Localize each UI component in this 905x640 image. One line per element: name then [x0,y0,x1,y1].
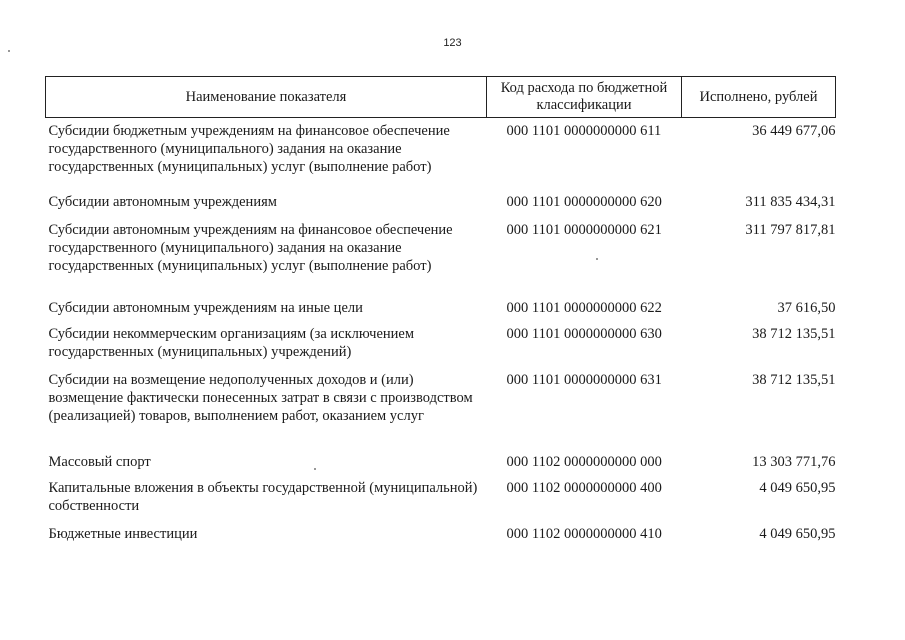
table-body [46,118,836,550]
row-amount: 38 712 135,51 [752,372,836,388]
header-amount: Исполнено, рублей [682,77,836,118]
budget-execution-table [45,76,836,549]
row-name: Субсидии бюджетным учреждениям на финансовое обеспечение государственного (муниципального) задания на оказание государственных (муниципальных) услуг (выполнение работ) [48,123,450,175]
table-row [46,477,836,519]
row-amount: 4 049 650,95 [759,480,836,496]
row-amount: 37 616,50 [777,300,836,316]
row-name: Субсидии на возмещение недополученных доходов и (или) возмещение фактически понесенных затрат в связи с производством (реализацией) товаров, выполнением работ, оказанием услуг [48,372,473,424]
row-amount: 311 797 817,81 [745,222,836,238]
row-code: 000 1101 0000000000 620 [506,194,662,210]
row-name: Массовый спорт [48,454,151,470]
row-amount: 13 303 771,76 [752,454,836,470]
row-code: 000 1101 0000000000 611 [506,123,662,139]
table-row [46,184,836,218]
row-name: Субсидии автономным учреждениям на иные цели [48,300,363,316]
row-name: Бюджетные инвестиции [48,526,198,542]
table-row [46,519,836,549]
row-name: Субсидии автономным учреждениям на финансовое обеспечение государственного (муниципального) задания на оказание государственных (муниципальных) услуг (выполнение работ) [48,222,453,274]
header-row [46,77,836,118]
row-amount: 36 449 677,06 [752,123,836,139]
row-code: 000 1101 0000000000 631 [506,372,662,388]
scan-speck [596,258,598,260]
row-code: 000 1101 0000000000 630 [506,326,662,342]
row-code: 000 1102 0000000000 000 [506,454,662,470]
row-code: 000 1102 0000000000 400 [506,480,662,496]
row-amount: 38 712 135,51 [752,326,836,342]
row-amount: 4 049 650,95 [759,526,836,542]
header-name: Наименование показателя [46,77,487,118]
row-code: 000 1101 0000000000 621 [506,222,662,238]
table-row [46,369,836,449]
table-header [46,77,836,118]
table-row [46,218,836,297]
header-code: Код расхода по бюджетной классификации [487,77,682,118]
page-number: 123 [443,37,462,49]
row-code: 000 1102 0000000000 410 [506,526,662,542]
table-row [46,449,836,477]
row-code: 000 1101 0000000000 622 [506,300,662,316]
table-row [46,323,836,369]
table-row [46,118,836,185]
row-amount: 311 835 434,31 [745,194,836,210]
table-row [46,297,836,323]
row-name: Субсидии некоммерческим организациям (за исключением государственных (муниципальных) учреждений) [48,326,415,360]
scan-speck [314,468,316,470]
row-name: Субсидии автономным учреждениям [48,194,277,210]
row-name: Капитальные вложения в объекты государственной (муниципальной) собственности [48,480,478,514]
scan-speck [8,50,10,52]
